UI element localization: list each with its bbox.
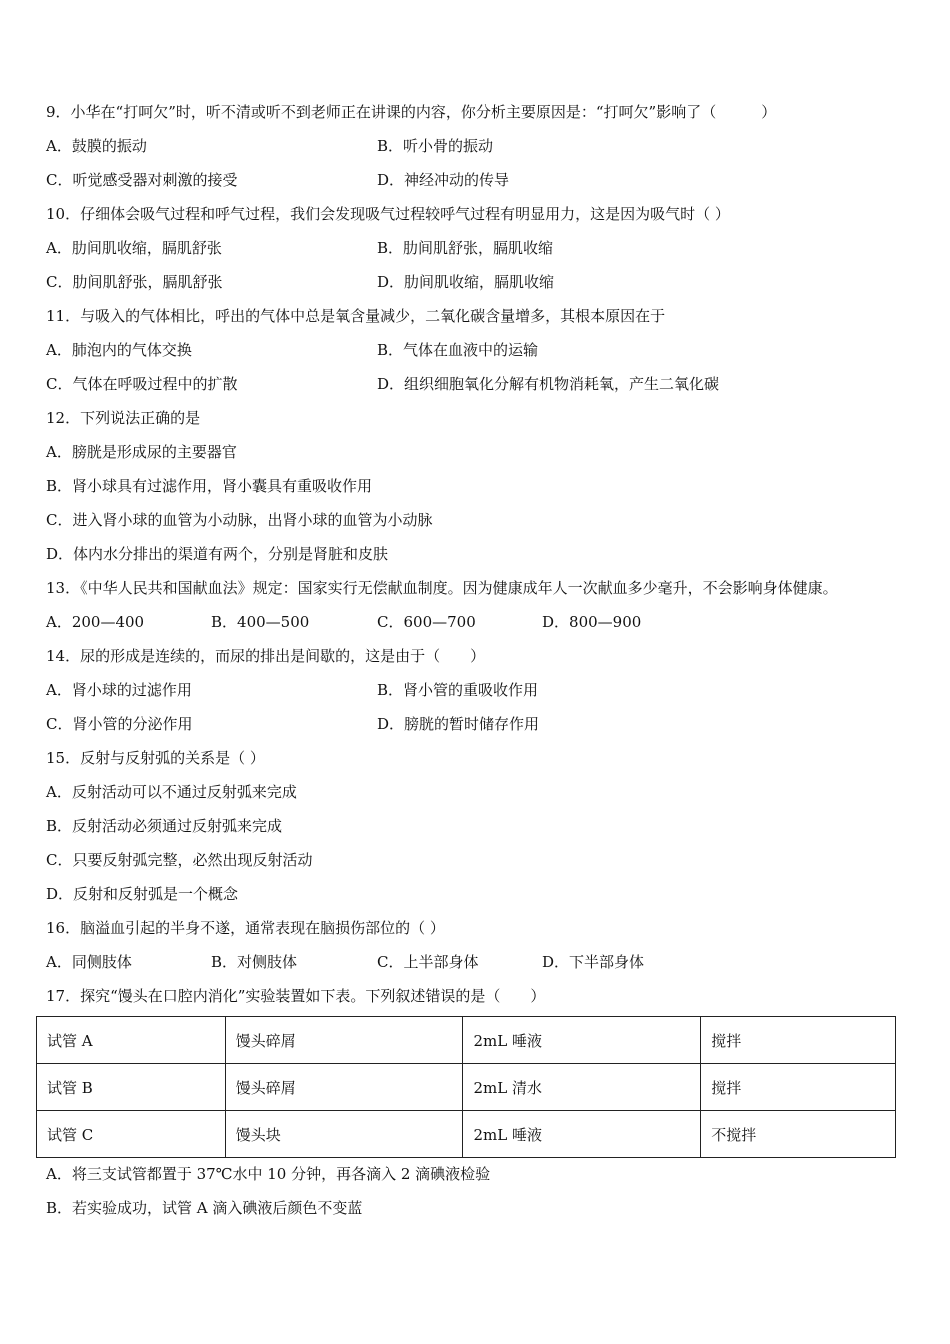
table-cell: 搅拌 [701, 1017, 896, 1064]
option-b[interactable]: B．气体在血液中的运输 [377, 341, 539, 359]
option-d[interactable]: D．800—900 [542, 613, 642, 631]
table-cell: 馒头碎屑 [225, 1064, 463, 1111]
table-cell: 试管 B [37, 1064, 226, 1111]
option-a[interactable]: A．200—400 [46, 613, 145, 631]
table-row [37, 1017, 896, 1064]
option-a[interactable]: A．肺泡内的气体交换 [46, 341, 192, 359]
question-9-options-row-2 [46, 168, 916, 192]
question-10-options-row-2 [46, 270, 916, 294]
option-d[interactable]: D．反射和反射弧是一个概念 [46, 885, 239, 903]
table-cell: 不搅拌 [701, 1111, 896, 1158]
table-cell: 2mL 清水 [463, 1064, 701, 1111]
question-10-options-row-1 [46, 236, 916, 260]
question-14-stem: 14．尿的形成是连续的，而尿的排出是间歇的，这是由于（ ） [46, 647, 486, 665]
table-row [37, 1064, 896, 1111]
option-c[interactable]: C．肾小管的分泌作用 [46, 715, 193, 733]
option-b[interactable]: B．400—500 [211, 613, 310, 631]
question-10-stem: 10．仔细体会吸气过程和呼气过程，我们会发现吸气过程较呼气过程有明显用力，这是因为吸气时（ ） [46, 205, 730, 223]
option-a[interactable]: A．鼓膜的振动 [46, 137, 147, 155]
question-13-options-row [46, 610, 916, 634]
option-d[interactable]: D．体内水分排出的渠道有两个，分别是肾脏和皮肤 [46, 545, 389, 563]
option-b[interactable]: B．听小骨的振动 [377, 137, 494, 155]
table-row [37, 1111, 896, 1158]
option-a[interactable]: A．同侧肢体 [46, 953, 132, 971]
option-b[interactable]: B．肾小球具有过滤作用，肾小囊具有重吸收作用 [46, 477, 373, 495]
question-14-options-row-1 [46, 678, 916, 702]
table-cell: 2mL 唾液 [463, 1111, 701, 1158]
option-c[interactable]: C．只要反射弧完整，必然出现反射活动 [46, 851, 313, 869]
option-b[interactable]: B．肾小管的重吸收作用 [377, 681, 539, 699]
option-c[interactable]: C．进入肾小球的血管为小动脉，出肾小球的血管为小动脉 [46, 511, 433, 529]
option-b[interactable]: B．若实验成功，试管 A 滴入碘液后颜色不变蓝 [46, 1199, 363, 1217]
option-c[interactable]: C．600—700 [377, 613, 476, 631]
table-cell: 馒头块 [225, 1111, 463, 1158]
option-b[interactable]: B．肋间肌舒张，膈肌收缩 [377, 239, 554, 257]
option-d[interactable]: D．神经冲动的传导 [377, 171, 510, 189]
option-d[interactable]: D．膀胱的暂时储存作用 [377, 715, 540, 733]
option-b[interactable]: B．对侧肢体 [211, 953, 298, 971]
option-a[interactable]: A．将三支试管都置于 37℃水中 10 分钟，再各滴入 2 滴碘液检验 [46, 1165, 491, 1183]
option-d[interactable]: D．组织细胞氧化分解有机物消耗氧，产生二氧化碳 [377, 375, 720, 393]
question-9-options-row-1 [46, 134, 916, 158]
option-c[interactable]: C．气体在呼吸过程中的扩散 [46, 375, 238, 393]
table-cell: 试管 C [37, 1111, 226, 1158]
option-c[interactable]: C．听觉感受器对刺激的接受 [46, 171, 238, 189]
experiment-table [36, 1016, 896, 1158]
table-cell: 试管 A [37, 1017, 226, 1064]
question-12-stem: 12．下列说法正确的是 [46, 409, 201, 427]
question-15-stem: 15．反射与反射弧的关系是（ ） [46, 749, 265, 767]
table-cell: 搅拌 [701, 1064, 896, 1111]
question-16-options-row [46, 950, 916, 974]
option-a[interactable]: A．反射活动可以不通过反射弧来完成 [46, 783, 297, 801]
option-a[interactable]: A．膀胱是形成尿的主要器官 [46, 443, 237, 461]
question-13-stem: 13．《中华人民共和国献血法》规定：国家实行无偿献血制度。因为健康成年人一次献血多少毫升，不会影响身体健康。 [46, 579, 838, 597]
question-11-options-row-1 [46, 338, 916, 362]
option-c[interactable]: C．上半部身体 [377, 953, 479, 971]
table-cell: 馒头碎屑 [225, 1017, 463, 1064]
question-16-stem: 16．脑溢血引起的半身不遂，通常表现在脑损伤部位的（ ） [46, 919, 445, 937]
table-cell: 2mL 唾液 [463, 1017, 701, 1064]
question-17-stem: 17．探究“馒头在口腔内消化”实验装置如下表。下列叙述错误的是（ ） [46, 987, 546, 1005]
option-a[interactable]: A．肋间肌收缩，膈肌舒张 [46, 239, 222, 257]
question-11-options-row-2 [46, 372, 916, 396]
option-a[interactable]: A．肾小球的过滤作用 [46, 681, 192, 699]
question-14-options-row-2 [46, 712, 916, 736]
option-d[interactable]: D．下半部身体 [542, 953, 645, 971]
option-d[interactable]: D．肋间肌收缩，膈肌收缩 [377, 273, 555, 291]
option-c[interactable]: C．肋间肌舒张，膈肌舒张 [46, 273, 223, 291]
question-9-stem: 9．小华在“打呵欠”时，听不清或听不到老师正在讲课的内容，你分析主要原因是：“打呵欠”影响了（ ） [46, 103, 777, 121]
option-b[interactable]: B．反射活动必须通过反射弧来完成 [46, 817, 283, 835]
question-11-stem: 11．与吸入的气体相比，呼出的气体中总是氧含量减少，二氧化碳含量增多，其根本原因在于 [46, 307, 666, 325]
